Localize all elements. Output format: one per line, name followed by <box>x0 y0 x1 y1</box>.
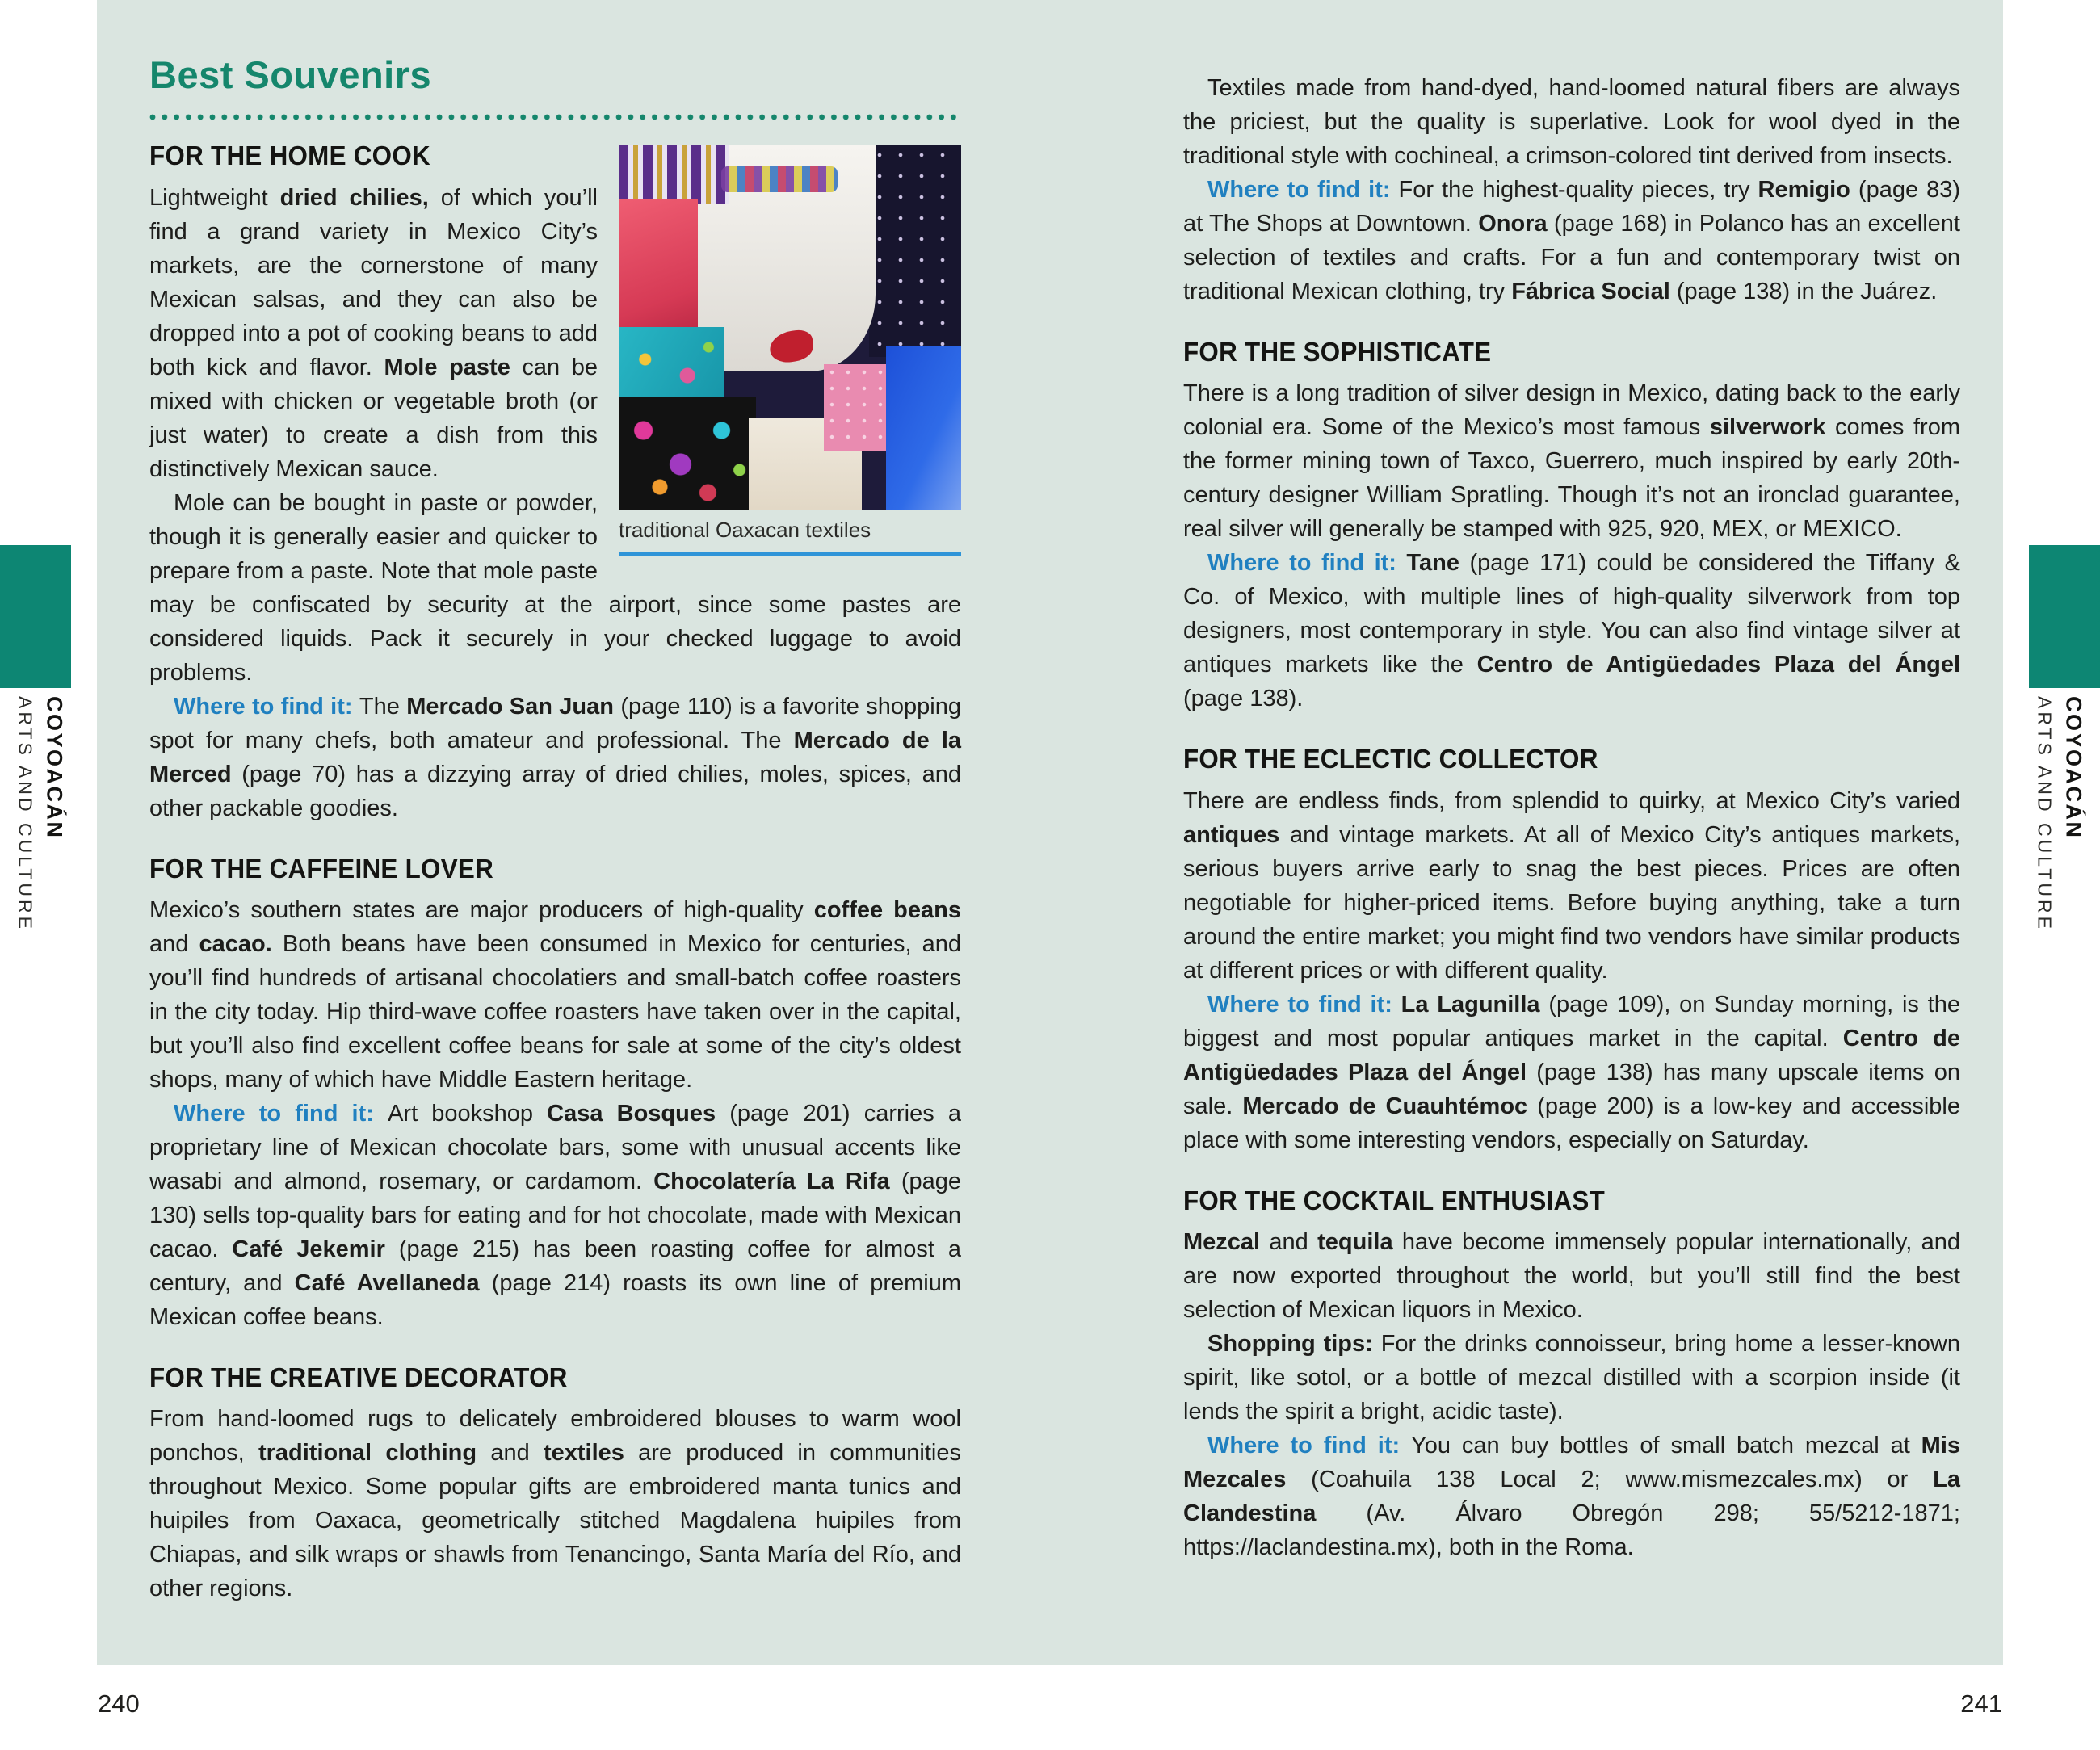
caption-underline-rule <box>619 552 961 556</box>
text-segment: Textiles made from hand-dyed, hand-loomed natural fibers are always the priciest, but the quality is superlative. Look for wool dyed in the traditional style with cochineal, a crimson-colored tint derived from insects. <box>1183 75 1960 169</box>
text-segment: Remigio <box>1758 177 1850 203</box>
photo-patch-blue-fabric <box>886 346 961 510</box>
text-segment: (page 138). <box>1183 686 1304 712</box>
text-segment: of which you’ll find a grand variety in Mexico City’s markets, are the cornerstone of many Mexican salsas, and they can also be dropped into a pot of cooking beans to add both kick and flavor. <box>149 184 598 380</box>
text-segment: Centro de Antigüedades Plaza del Ángel <box>1183 1025 1960 1085</box>
text-segment: Casa Bosques <box>547 1100 716 1127</box>
left-section-heading-0: FOR THE HOME COOK <box>149 141 430 171</box>
left-tab-area-label: COYOACÁN <box>42 696 67 840</box>
text-segment: Café Avellaneda <box>294 1269 480 1296</box>
text-segment: La Clandestina <box>1183 1466 1960 1526</box>
text-segment: Tane <box>1406 550 1460 577</box>
right-section-heading-1: FOR THE SOPHISTICATE <box>1183 337 1492 367</box>
text-segment: Mercado de la Merced <box>149 727 962 787</box>
text-segment: From hand-loomed rugs to delicately embroidered blouses to warm wool ponchos, <box>149 1406 961 1467</box>
text-segment: can be mixed with chicken or vegetable broth (or just water) to create a dish from this distinctively Mexican sauce. <box>149 354 598 482</box>
right-s2-paragraph-1 <box>1183 988 1960 1157</box>
where-to-find-it-label: Where to find it: <box>1208 991 1401 1018</box>
text-segment: Lightweight <box>149 184 280 211</box>
text-segment: (page 215) has been roasting coffee for almost a century, and <box>149 1236 962 1296</box>
text-segment: (page 201) carries a proprietary line of Mexican chocolate bars, some with unusual accents like wasabi and almond, rosemary, or cardamom. <box>149 1100 962 1194</box>
right-tab-color-block <box>2029 545 2100 688</box>
text-segment: For the drinks connoisseur, bring home a lesser-known spirit, like sotol, or a bottle of mezcal distilled with a scorpion inside (it lends the spirit a bright, acidic taste). <box>1183 1330 1960 1425</box>
text-segment: La Lagunilla <box>1401 991 1540 1018</box>
photo-caption: traditional Oaxacan textiles <box>619 518 872 543</box>
text-segment: You can buy bottles of small batch mezcal at <box>1411 1432 1922 1458</box>
text-segment: (page 138) has many upscale items on sale. <box>1183 1059 1960 1119</box>
text-segment: (page 83) at The Shops at Downtown. <box>1183 177 1961 237</box>
right-section-heading-2: FOR THE ECLECTIC COLLECTOR <box>1183 744 1598 774</box>
text-segment: Art bookshop <box>388 1100 548 1127</box>
text-segment: (page 70) has a dizzying array of dried chilies, moles, spices, and other packable goodies. <box>149 761 961 821</box>
text-segment: coffee beans <box>813 896 961 923</box>
right-page <box>1183 0 1960 1564</box>
right-page-side-tab <box>2019 545 2100 932</box>
text-segment: (page 110) is a favorite shopping spot for many chefs, both amateur and professional. The <box>149 693 961 753</box>
left-s0-paragraph-2 <box>149 690 961 825</box>
text-segment: (page 138) in the Juárez. <box>1670 279 1938 304</box>
where-to-find-it-label: Where to find it: <box>1208 1432 1412 1458</box>
right-s1-paragraph-0 <box>1183 376 1960 546</box>
textiles-photo-figure <box>619 145 961 555</box>
left-tab-color-block <box>0 545 71 688</box>
text-segment: Mis Mezcales <box>1183 1432 1961 1492</box>
photo-patch-floral-embroidery <box>619 397 756 510</box>
text-segment: (Av. Álvaro Obregón 298; 55/5212-1871; https://laclandestina.mx), both in the Roma. <box>1183 1500 1960 1560</box>
page-number-left: 240 <box>98 1689 140 1718</box>
left-s2-paragraph-0 <box>149 1402 961 1605</box>
text-segment: (page 214) roasts its own line of premium Mexican coffee beans. <box>149 1269 961 1330</box>
text-segment: (Coahuila 138 Local 2; www.mismezcales.mx) or <box>1286 1466 1934 1492</box>
text-segment: Mezcal <box>1183 1228 1261 1255</box>
text-segment: (page 130) sells top-quality bars for eating and for hot chocolate, made with Mexican cacao. <box>149 1168 961 1262</box>
where-to-find-it-label: Where to find it: <box>1208 550 1407 577</box>
left-s1-paragraph-0 <box>149 893 961 1097</box>
text-segment: textiles <box>543 1440 624 1467</box>
text-segment: comes from the former mining town of Taxco, Guerrero, much inspired by early 20th-century designer William Spratling. Though it’s not an ironclad guarantee, real silver will generally be stamped with 925, 920, MEX, or MEXICO. <box>1183 414 1961 543</box>
text-segment: (page 200) is a low-key and accessible place with some interesting vendors, especially on Saturday. <box>1183 1093 1960 1153</box>
text-segment: tequila <box>1317 1228 1393 1255</box>
photo-patch-pink-fabric <box>619 199 698 338</box>
right-page-text-flow <box>1183 21 1960 1564</box>
left-tab-chapter-label: ARTS AND CULTURE <box>15 696 36 932</box>
left-section-heading-2: FOR THE CREATIVE DECORATOR <box>149 1362 568 1392</box>
text-segment: Café Jekemir <box>232 1236 385 1262</box>
photo-patch-teal-floral <box>619 327 724 407</box>
text-segment: Fábrica Social <box>1511 279 1670 304</box>
right-s3-paragraph-2 <box>1183 1429 1960 1564</box>
photo-patch-dark-fabric <box>869 145 961 356</box>
left-page <box>149 0 961 1605</box>
text-segment: Mexico’s southern states are major producers of high-quality <box>149 896 814 923</box>
text-segment: There are endless finds, from splendid to quirky, at Mexico City’s varied <box>1183 787 1960 814</box>
text-segment: Mole can be bought in paste or powder, though it is generally easier and quicker to prepare from a paste. Note that mole paste may be confiscated by security at the airport, since some pastes are considered liquids. Pack it securely in your checked luggage to avoid problems. <box>149 489 961 686</box>
right-tab-text <box>2019 696 2100 932</box>
text-segment: For the highest-quality pieces, try <box>1398 177 1758 203</box>
textiles-photo <box>619 145 961 510</box>
text-segment: cacao. <box>199 930 272 957</box>
right-s0-paragraph-0 <box>1183 71 1960 173</box>
left-section-heading-1: FOR THE CAFFEINE LOVER <box>149 853 494 883</box>
text-segment: and <box>149 930 200 957</box>
text-segment: Both beans have been consumed in Mexico for centuries, and you’ll find hundreds of artisanal chocolatiers and small-batch coffee roasters in the city today. Hip third-wave coffee roasters have taken over in the capital, but you’ll also find excellent coffee beans for sale at some of the city’s oldest shops, many of which have Middle Eastern heritage. <box>149 930 961 1093</box>
right-tab-area-label: COYOACÁN <box>2061 696 2086 840</box>
right-s0-paragraph-1 <box>1183 173 1960 308</box>
text-segment: Chocolatería La Rifa <box>653 1168 890 1194</box>
dotted-divider <box>149 114 961 120</box>
text-segment: (page 171) could be considered the Tiffany & Co. of Mexico, with multiple lines of high-quality silverwork from top designers, most contemporary in style. You can also find vintage silver at antiques markets like the <box>1183 550 1960 678</box>
left-tab-text <box>0 696 81 932</box>
page-title: Best Souvenirs <box>149 53 432 96</box>
right-s1-paragraph-1 <box>1183 546 1960 716</box>
text-segment: antiques <box>1183 821 1280 848</box>
left-page-text-flow <box>149 141 961 1605</box>
text-segment: Mercado de Cuauhtémoc <box>1242 1093 1528 1119</box>
left-page-side-tab <box>0 545 81 932</box>
right-section-heading-3: FOR THE COCKTAIL ENTHUSIAST <box>1183 1185 1606 1215</box>
text-segment: (page 168) in Polanco has an excellent selection of textiles and crafts. For a fun and contemporary twist on traditional Mexican clothing, try <box>1183 211 1960 304</box>
right-s3-paragraph-0 <box>1183 1225 1960 1327</box>
text-segment: have become immensely popular internationally, and are now exported throughout the world, but you’ll still find the best selection of Mexican liquors in Mexico. <box>1183 1228 1961 1323</box>
where-to-find-it-label: Where to find it: <box>1208 177 1399 203</box>
text-segment: Shopping tips: <box>1208 1330 1381 1357</box>
text-segment: There is a long tradition of silver design in Mexico, dating back to the early colonial era. Some of the Mexico’s most famous <box>1183 380 1960 441</box>
text-segment: Centro de Antigüedades Plaza del Ángel <box>1476 652 1960 678</box>
text-segment: dried chilies, <box>279 184 429 211</box>
page-number-right: 241 <box>1960 1689 2002 1718</box>
text-segment: and <box>477 1440 544 1467</box>
left-s1-paragraph-1 <box>149 1097 961 1334</box>
right-s2-paragraph-0 <box>1183 784 1960 988</box>
where-to-find-it-label: Where to find it: <box>174 693 359 720</box>
text-segment: and <box>1260 1228 1318 1255</box>
text-segment: Mercado San Juan <box>406 693 614 720</box>
text-segment: (page 109), on Sunday morning, is the biggest and most popular antiques market in the capital. <box>1183 991 1960 1051</box>
text-segment: silverwork <box>1709 414 1826 441</box>
text-segment: and vintage markets. At all of Mexico City’s antiques markets, serious buyers arrive early to snag the best pieces. Prices are often negotiable for higher-priced items. Before buying anything, take a turn around the entire market; you might find two vendors have similar products at different prices or with different quality. <box>1183 821 1960 984</box>
text-segment: are produced in communities throughout Mexico. Some popular gifts are embroidered manta tunics and huipiles from Oaxaca, geometrically stitched Magdalena huipiles from Chiapas, and silk wraps or shawls from Tenancingo, Santa María del Río, and other regions. <box>149 1440 961 1602</box>
right-tab-chapter-label: ARTS AND CULTURE <box>2034 696 2056 932</box>
where-to-find-it-label: Where to find it: <box>174 1100 388 1127</box>
right-s3-paragraph-1 <box>1183 1327 1960 1429</box>
text-segment: Onora <box>1478 211 1548 237</box>
text-segment: The <box>359 693 407 720</box>
text-segment: traditional clothing <box>258 1440 477 1467</box>
text-segment: Mole paste <box>384 354 510 380</box>
